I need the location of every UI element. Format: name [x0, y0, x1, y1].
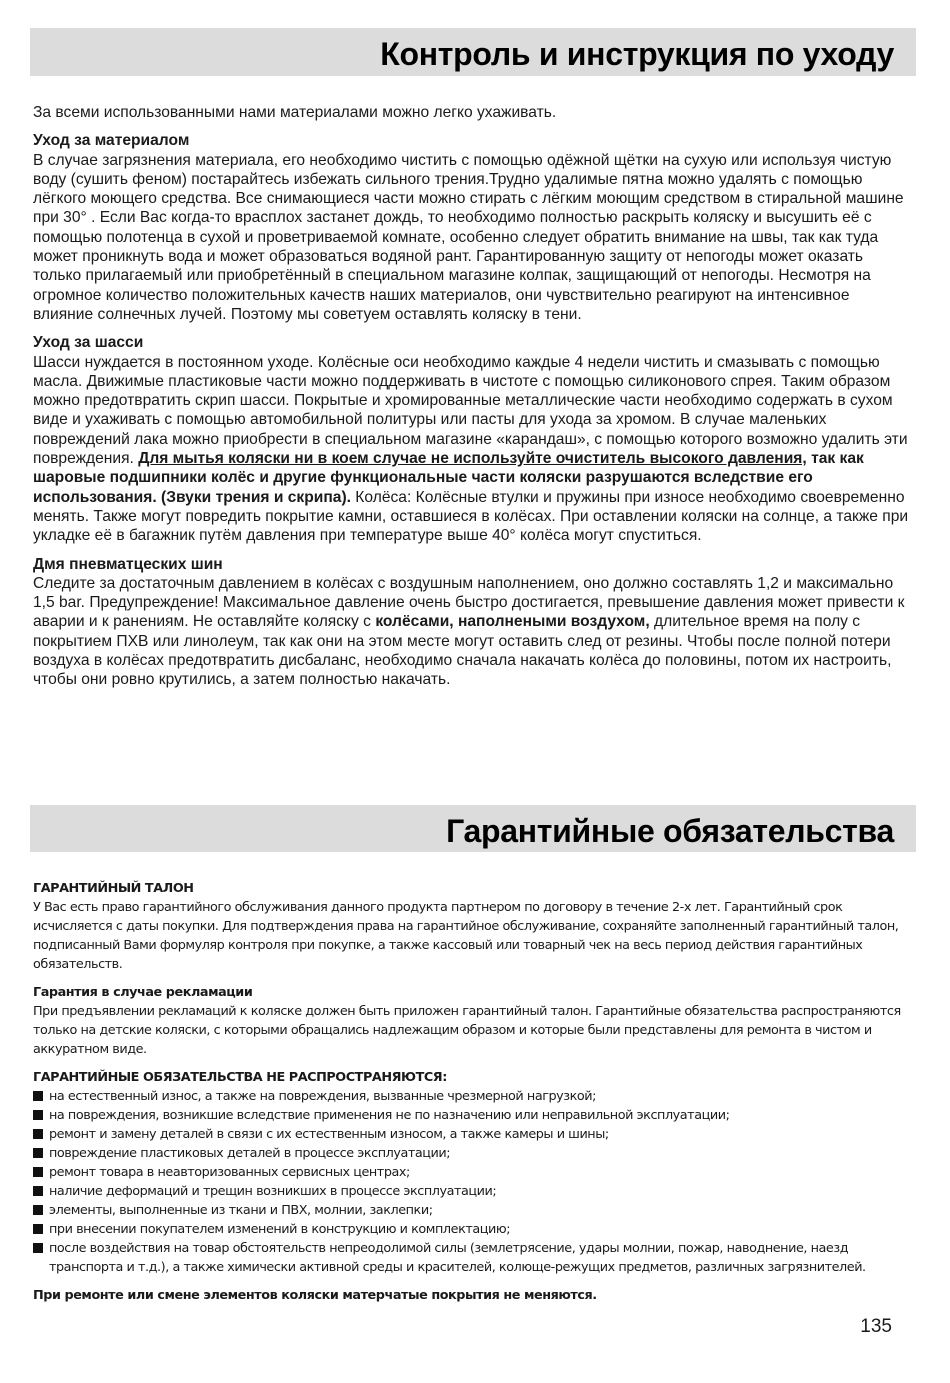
list-item: ремонт товара в неавторизованных сервисных центрах;: [33, 1163, 913, 1182]
bullet-square-icon: [33, 1224, 43, 1234]
intro-text: За всеми использованными нами материалами можно легко ухаживать.: [33, 104, 557, 121]
warranty-note: При ремонте или смене элементов коляски матерчатые покрытия не меняются.: [33, 1288, 597, 1303]
bullet-square-icon: [33, 1167, 43, 1177]
bullet-square-icon: [33, 1186, 43, 1196]
material-heading: Уход за материалом: [33, 132, 190, 150]
section-title-warranty: Гарантийные обязательства: [30, 805, 916, 852]
bullet-square-icon: [33, 1110, 43, 1120]
list-item: элементы, выполненные из ткани и ПВХ, молнии, заклепки;: [33, 1201, 913, 1220]
material-text: В случае загрязнения материала, его необходимо чистить с помощью одёжной щётки на сухую или используя чистую воду (сушить феном) постарайтесь избежать сильного трения.Трудно удалимые пятна можно удалять с помощью лёгкого моющего средства. Все снимающиеся части можно стирать с лёгким моющим средством в стиральной машине при 30° . Если Вас когда-то врасплох застанет дождь, то необходимо полностью раскрыть коляску и высушить её с помощью полотенца в сухой и проветриваемой комнате, особенно следует обратить внимание на швы, так как туда может проникнуть вода и может образоваться водяной рант. Гарантированную защиту от непогоды может оказать только прилагаемый или приобретённый в специальном магазине колпак, защищающий от непогоды. Несмотря на огромное количество положительных качеств наших материалов, они чувствительно реагируют на интенсивное влияние солнечных лучей. Поэтому мы советуем оставлять коляску в тени.: [33, 151, 904, 323]
tires-bold: колёсами, наполнеными воздухом,: [375, 613, 650, 631]
chassis-text: [33, 353, 913, 546]
bullet-square-icon: [33, 1129, 43, 1139]
tires-heading: Дмя пневматцеских шин: [33, 555, 223, 573]
claim-text: При предъявлении рекламаций к коляске должен быть приложен гарантийный талон. Гарантийные обязательства распространяются только на детские коляски, с которыми обращались надлежащим образом и которые были представлены для ремонта в чистом и аккуратном виде.: [33, 1004, 901, 1057]
bullet-square-icon: [33, 1148, 43, 1158]
tires-text: [33, 574, 913, 690]
list-item: наличие деформаций и трещин возникших в процессе эксплуатации;: [33, 1182, 913, 1201]
bullet-square-icon: [33, 1243, 43, 1253]
chassis-text-2: Колёса: Колёсные втулки и пружины при износе необходимо своевременно менять. Также могут повредить покрытие камни, оставшиеся в колёсах. При оставлении коляски на солнце, а также при укладке её в багажник путём давления при температуре выше 40° колёса могут спуститься.: [33, 488, 909, 545]
claim-heading: Гарантия в случае рекламации: [33, 985, 253, 1000]
coupon-heading: ГАРАНТИЙНЫЙ ТАЛОН: [33, 881, 194, 896]
chassis-warning-underlined: Для мытья коляски ни в коем случае не используйте очиститель высокого давления,: [138, 450, 807, 468]
chassis-text-1: Шасси нуждается в постоянном уходе. Колёсные оси необходимо каждые 4 недели чистить и смазывать с помощью масла. Движимые пластиковые части можно поддерживать в чистоте с помощью силиконового спрея. Таким образом можно предотвратить скрип шасси. Покрытые и хромированные металлические части необходимо содержать в сухом виде и ухаживать с помощью автомобильной политуры или пасты для ухода за хромом. В случае маленьких повреждений лака можно приобрести в специальном магазине «карандаш», с помощью которого возможно удалить эти повреждения.: [33, 353, 908, 468]
list-item: ремонт и замену деталей в связи с их естественным износом, а также камеры и шины;: [33, 1125, 913, 1144]
list-item: на естественный износ, а также на повреждения, вызванные чрезмерной нагрузкой;: [33, 1087, 913, 1106]
chassis-warning-bold: так как шаровые подшипники колёс и другие функциональные части коляски разрушаются вследствие его использования. (Звуки трения и скрипа).: [33, 450, 864, 506]
list-item: повреждение пластиковых деталей в процессе эксплуатации;: [33, 1144, 913, 1163]
section-title-care: Контроль и инструкция по уходу: [30, 28, 916, 76]
tires-text-2: длительное время на полу с покрытием ПХВ или линолеум, так как они на этом месте могут оставить след от резины. Чтобы после полной потери воздуха в колёсах предотвратить дисбаланс, необходимо сначала накачать колёса до половины, потом их настроить, чтобы они ровно крутились, а затем полностью накачать.: [33, 613, 892, 689]
coupon-text: У Вас есть право гарантийного обслуживания данного продукта партнером по договору в течение 2-х лет. Гарантийный срок исчисляется с даты покупки. Для подтверждения права на гарантийное обслуживание, сохраняйте заполненный гарантийный талон, подписанный Вами формуляр контроля при покупке, а также кассовый или товарный чек на весь период действия гарантийных обязательств.: [33, 900, 899, 972]
list-item: при внесении покупателем изменений в конструкцию и комплектацию;: [33, 1220, 913, 1239]
list-item: после воздействия на товар обстоятельств непреодолимой силы (землетрясение, удары молнии, пожар, наводнение, наезд транспорта и т.д.), а также химически активной среды и красителей, колюще-режущих предметов, различных загрязнителей.: [33, 1239, 913, 1277]
tires-text-1: Следите за достаточным давлением в колёсах с воздушным наполнением, оно должно составлять 1,2 и максимально 1,5 bar. Предупреждение! Максимальное давление очень быстро достигается, превышение давления может привести к аварии и к ранениям. Не оставляйте коляску с: [33, 574, 905, 631]
page-number: 135: [860, 1316, 892, 1337]
list-item: на повреждения, возникшие вследствие применения не по назначению или неправильной эксплуатации;: [33, 1106, 913, 1125]
care-section: [33, 103, 913, 690]
bullet-square-icon: [33, 1205, 43, 1215]
warranty-section: [33, 879, 913, 1305]
exclusions-heading: ГАРАНТИЙНЫЕ ОБЯЗАТЕЛЬСТВА НЕ РАСПРОСТРАНЯЮТСЯ:: [33, 1070, 447, 1085]
exclusions-list: [33, 1087, 913, 1277]
chassis-heading: Уход за шасси: [33, 334, 144, 352]
bullet-square-icon: [33, 1091, 43, 1101]
